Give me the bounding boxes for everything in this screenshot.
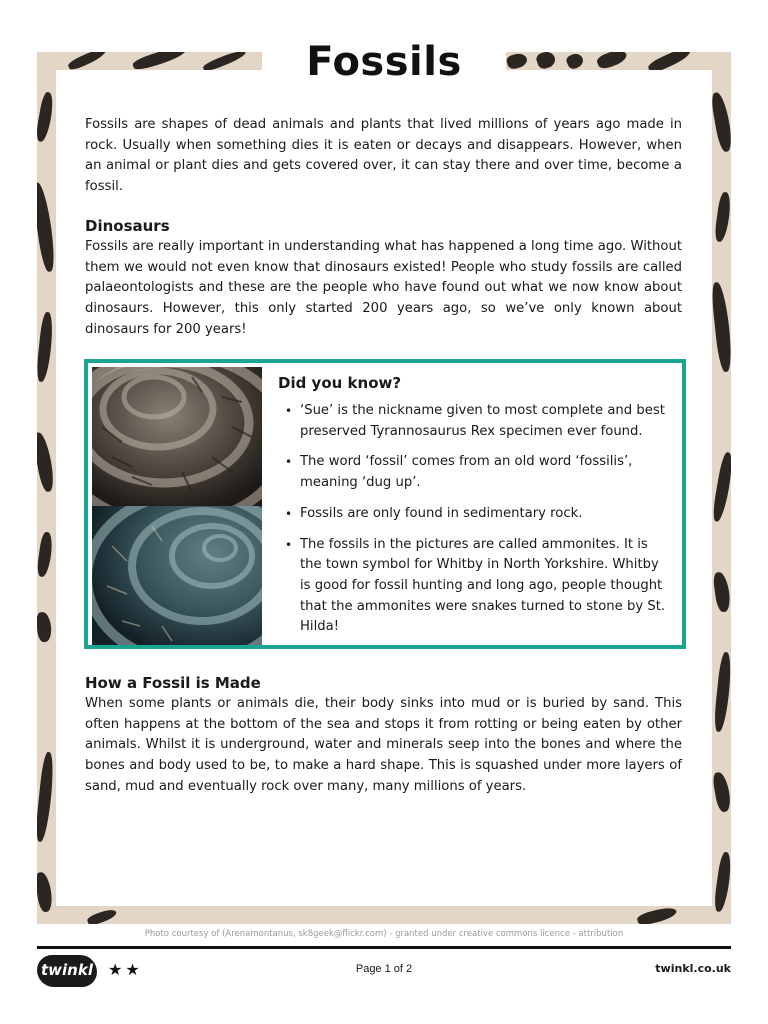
photo-credit: Photo courtesy of (Arenamontanus, sk8geek@flickr.com) - granted under creative commons licence - attribution xyxy=(144,929,624,939)
site-link[interactable]: twinkl.co.uk xyxy=(655,962,731,975)
did-you-know-box xyxy=(84,359,686,649)
did-you-know-list xyxy=(278,401,673,648)
how-fossil-made-heading: How a Fossil is Made xyxy=(85,674,261,692)
how-fossil-made-paragraph: When some plants or animals die, their body sinks into mud or is buried by sand. This often happens at the bottom of the sea and stops it from rotting or being eaten by other animals. Whilst it is underground, water and minerals seep into the bones and where the bones and body used to be, to make a hard shape. This is squashed under more layers of sand, mud and eventually rock over many, many millions of years. xyxy=(85,696,682,794)
fact-item: • The fossils in the pictures are called ammonites. It is the town symbol for Whitby in North Yorkshire. Whitby is good for fossil hunting and long ago, people thought that the ammonites were snakes turned to stone by St. Hilda! xyxy=(278,535,673,639)
page-number: Page 1 of 2 xyxy=(355,963,413,975)
fact-item: • Fossils are only found in sedimentary rock. xyxy=(278,504,673,525)
footer-divider xyxy=(37,946,731,949)
page-title: Fossils xyxy=(306,39,462,85)
star-icons: ★★ xyxy=(108,960,143,979)
dinosaurs-paragraph: Fossils are really important in understanding what has happened a long time ago. Without them we would not even know that dinosaurs existed! People who study fossils are called palaeontologists and these are the people who have found out what we now know about dinosaurs. However, this only started 200 years ago, so we’ve only known about dinosaurs for 200 years! xyxy=(85,239,682,337)
ammonite-photo-iridescent xyxy=(92,506,262,645)
ammonite-photo-grey xyxy=(92,367,262,506)
fact-item: • The word ‘fossil’ comes from an old word ‘fossilis’, meaning ‘dug up’. xyxy=(278,452,673,493)
fact-item: • ‘Sue’ is the nickname given to most complete and best preserved Tyrannosaurus Rex specimen ever found. xyxy=(278,401,673,442)
twinkl-logo[interactable]: twinkl xyxy=(37,955,97,987)
dinosaurs-heading: Dinosaurs xyxy=(85,217,170,235)
intro-paragraph: Fossils are shapes of dead animals and plants that lived millions of years ago made in rock. Usually when something dies it is eaten or decays and disappears. However, when an animal or plant dies and gets covered over, it can stay there and over time, become a fossil. xyxy=(85,117,682,195)
did-you-know-heading: Did you know? xyxy=(278,374,402,392)
